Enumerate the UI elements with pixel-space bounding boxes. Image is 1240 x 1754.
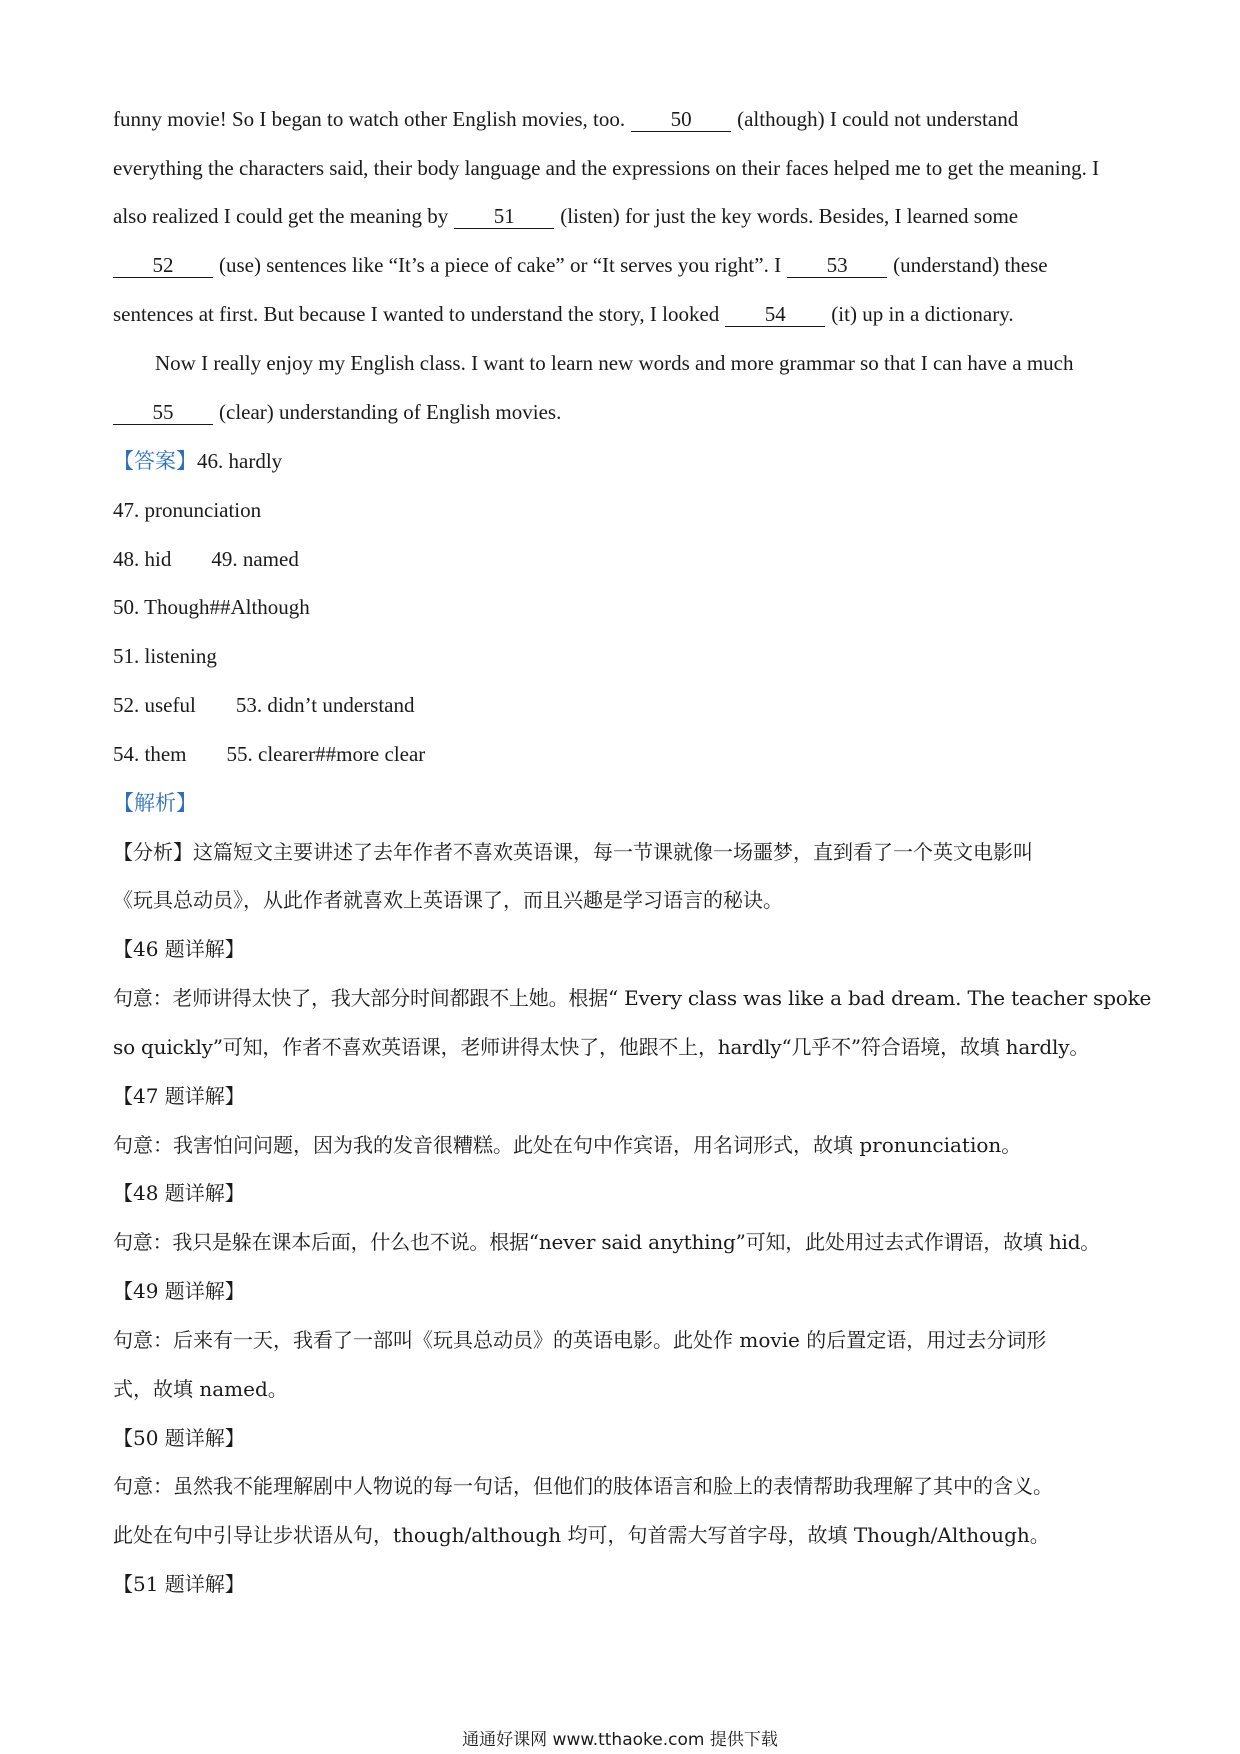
passage-text: funny movie! So I began to watch other English movies, too. bbox=[113, 107, 626, 131]
heading-47 bbox=[113, 1081, 245, 1111]
passage-line-4 bbox=[113, 250, 1048, 280]
answer-47: 47. pronunciation bbox=[113, 498, 262, 522]
passage-text: everything the characters said, their body language and the expressions on their faces helped me to get the meaning. I bbox=[113, 156, 1100, 180]
answer-48: 48. hid bbox=[113, 547, 172, 571]
summary-line-1 bbox=[113, 837, 1033, 867]
answer-53: 53. didn’t understand bbox=[235, 693, 415, 717]
analysis-tag: 【解析】 bbox=[113, 791, 197, 815]
answer-55: 55. clearer##more clear bbox=[226, 742, 426, 766]
passage-line-3 bbox=[113, 201, 1018, 231]
heading-49 bbox=[113, 1276, 245, 1306]
answer-line-47 bbox=[113, 495, 261, 525]
answer-tag: 【答案】 bbox=[113, 449, 197, 473]
detail-text: 句意：我只是躲在课本后面，什么也不说。根据“never said anything”可知，此处用过去式作谓语，故填 hid。 bbox=[113, 1230, 1101, 1254]
summary-text: 【分析】这篇短文主要讲述了去年作者不喜欢英语课，每一节课就像一场噩梦，直到看了一个英文电影叫 bbox=[113, 840, 1033, 864]
detail-text: 句意：老师讲得太快了，我大部分时间都跟不上她。根据“ Every class was like a bad dream. The teacher spoke bbox=[113, 986, 1152, 1010]
passage-text: (use) sentences like “It’s a piece of cake” or “It serves you right”. I bbox=[219, 253, 782, 277]
detail-50-line-2 bbox=[113, 1520, 1050, 1550]
answer-52: 52. useful bbox=[113, 693, 196, 717]
passage-text: sentences at first. But because I wanted to understand the story, I looked bbox=[113, 302, 720, 326]
passage-text: (understand) these bbox=[893, 253, 1048, 277]
heading-text: 【50 题详解】 bbox=[113, 1426, 245, 1450]
summary-text: 《玩具总动员》，从此作者就喜欢上英语课了，而且兴趣是学习语言的秘诀。 bbox=[113, 888, 783, 912]
answer-line-52-53 bbox=[113, 690, 415, 720]
answer-46: 46. hardly bbox=[197, 449, 283, 473]
passage-line-7 bbox=[113, 397, 561, 427]
heading-51 bbox=[113, 1569, 245, 1599]
detail-49-line-1 bbox=[113, 1325, 1046, 1355]
heading-text: 【49 题详解】 bbox=[113, 1279, 245, 1303]
blank-55: 55 bbox=[113, 400, 213, 425]
answer-line-48-49 bbox=[113, 544, 299, 574]
answer-line-51 bbox=[113, 641, 217, 671]
heading-text: 【46 题详解】 bbox=[113, 937, 245, 961]
detail-text: 此处在句中引导让步状语从句，though/although 均可，句首需大写首字母，故填 Though/Although。 bbox=[113, 1523, 1050, 1547]
passage-text: Now I really enjoy my English class. I want to learn new words and more grammar so that I can have a much bbox=[155, 351, 1074, 375]
answers-line bbox=[113, 446, 282, 476]
summary-line-2 bbox=[113, 885, 783, 915]
blank-51: 51 bbox=[454, 204, 554, 229]
answer-line-50 bbox=[113, 592, 310, 622]
detail-48-line-1 bbox=[113, 1227, 1100, 1257]
passage-line-5 bbox=[113, 299, 1014, 329]
passage-text: (it) up in a dictionary. bbox=[831, 302, 1014, 326]
detail-46-line-2 bbox=[113, 1032, 1089, 1062]
passage-text: (although) I could not understand bbox=[737, 107, 1019, 131]
detail-49-line-2 bbox=[113, 1374, 288, 1404]
answer-50: 50. Though##Although bbox=[113, 595, 310, 619]
blank-54: 54 bbox=[725, 302, 825, 327]
detail-text: so quickly”可知，作者不喜欢英语课，老师讲得太快了，他跟不上，hardly“几乎不”符合语境，故填 hardly。 bbox=[113, 1035, 1090, 1059]
detail-text: 句意：我害怕问问题，因为我的发音很糟糕。此处在句中作宾语，用名词形式，故填 pronunciation。 bbox=[113, 1133, 1022, 1157]
passage-text: (listen) for just the key words. Besides, I learned some bbox=[560, 204, 1019, 228]
detail-text: 句意：虽然我不能理解剧中人物说的每一句话，但他们的肢体语言和脸上的表情帮助我理解了其中的含义。 bbox=[113, 1474, 1053, 1498]
page-footer: 通通好课网 www.tthaoke.com 提供下载 bbox=[462, 1730, 778, 1750]
analysis-tag-line bbox=[113, 788, 197, 818]
passage-line-2 bbox=[113, 153, 1099, 183]
detail-46-line-1 bbox=[113, 983, 1151, 1013]
answer-49: 49. named bbox=[211, 547, 299, 571]
detail-50-line-1 bbox=[113, 1471, 1053, 1501]
blank-50: 50 bbox=[631, 107, 731, 132]
heading-48 bbox=[113, 1178, 245, 1208]
heading-text: 【48 题详解】 bbox=[113, 1181, 245, 1205]
passage-text: also realized I could get the meaning by bbox=[113, 204, 449, 228]
heading-50 bbox=[113, 1423, 245, 1453]
blank-53: 53 bbox=[787, 253, 887, 278]
heading-text: 【51 题详解】 bbox=[113, 1572, 245, 1596]
passage-line-6 bbox=[155, 348, 1073, 378]
blank-52: 52 bbox=[113, 253, 213, 278]
detail-47-line-1 bbox=[113, 1130, 1021, 1160]
detail-text: 句意：后来有一天，我看了一部叫《玩具总动员》的英语电影。此处作 movie 的后置定语，用过去分词形 bbox=[113, 1328, 1047, 1352]
heading-text: 【47 题详解】 bbox=[113, 1084, 245, 1108]
passage-text: (clear) understanding of English movies. bbox=[219, 400, 562, 424]
passage-line-1 bbox=[113, 104, 1018, 134]
answer-51: 51. listening bbox=[113, 644, 217, 668]
heading-46 bbox=[113, 934, 245, 964]
detail-text: 式，故填 named。 bbox=[113, 1377, 288, 1401]
answer-54: 54. them bbox=[113, 742, 187, 766]
answer-line-54-55 bbox=[113, 739, 425, 769]
